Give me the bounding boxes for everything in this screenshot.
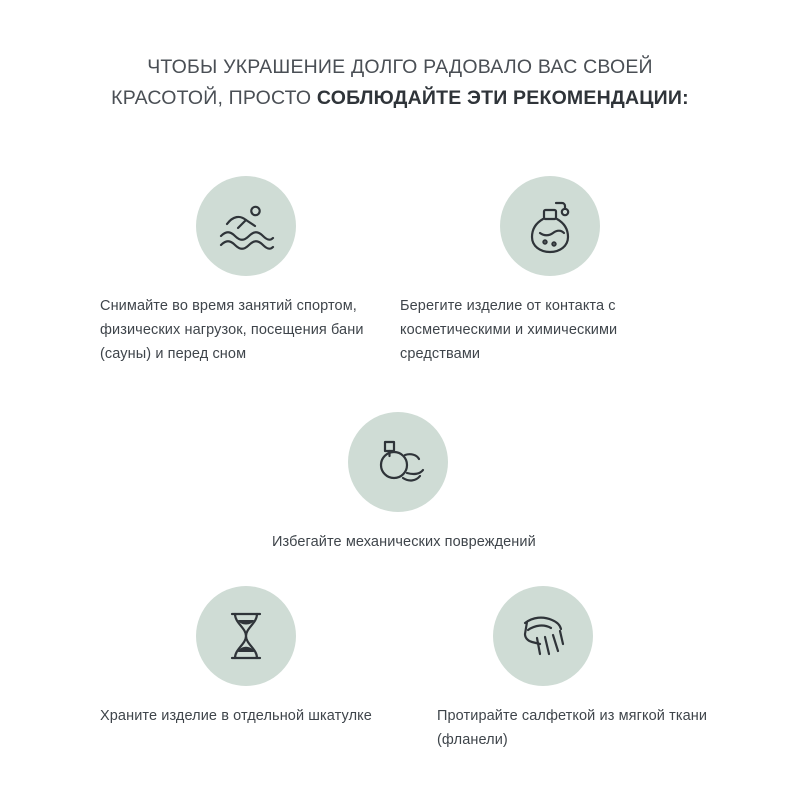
swimmer-waves-icon (196, 176, 296, 276)
care-item-chemicals (400, 176, 690, 366)
care-item-box (100, 586, 390, 728)
jewelry-box-icon (196, 586, 296, 686)
care-item-damage (250, 412, 550, 554)
perfume-bottle-icon (500, 176, 600, 276)
care-item-cloth-caption: Протирайте салфеткой из мягкой ткани (фланели) (437, 708, 708, 748)
page-title-line-1: ЧТОБЫ УКРАШЕНИЕ ДОЛГО РАДОВАЛО ВАС СВОЕЙ (147, 56, 653, 78)
care-item-cloth (437, 586, 727, 752)
care-item-chemicals-caption: Берегите изделие от контакта с косметическими и химическими средствами (400, 298, 618, 362)
care-item-damage-caption: Избегайте механических повреждений (272, 534, 536, 550)
care-item-sport-caption: Снимайте во время занятий спортом, физических нагрузок, посещения бани (сауны) и перед сном (100, 298, 364, 362)
page-title-line-2-normal: КРАСОТОЙ, ПРОСТО (111, 87, 317, 109)
page-title-line-2-bold: СОБЛЮДАЙТЕ ЭТИ РЕКОМЕНДАЦИИ: (316, 87, 689, 109)
page-title (60, 52, 740, 114)
ring-no-damage-icon (348, 412, 448, 512)
care-item-box-caption: Храните изделие в отдельной шкатулке (100, 708, 372, 724)
polishing-cloth-icon (493, 586, 593, 686)
page-title-line-2 (60, 83, 740, 114)
care-item-sport (100, 176, 380, 366)
